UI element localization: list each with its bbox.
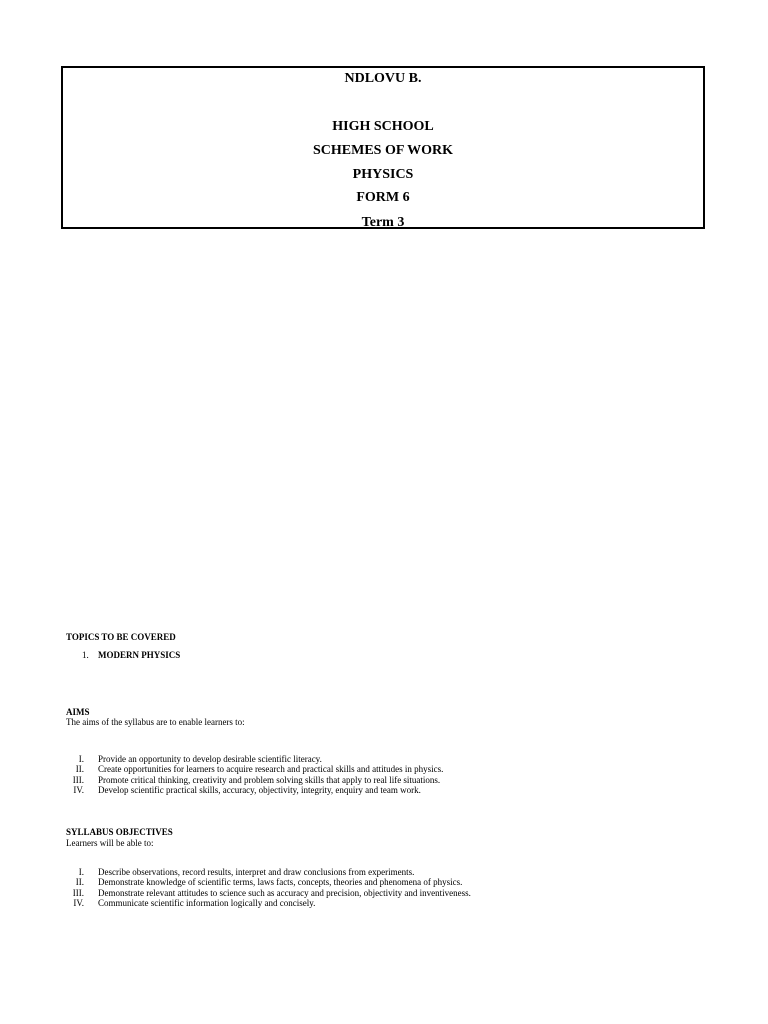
list-text: Develop scientific practical skills, accuracy, objectivity, integrity, enquiry and team work.: [98, 784, 421, 795]
list-item: [66, 888, 706, 898]
list-number: IV.: [73, 897, 84, 908]
list-number: II.: [75, 877, 84, 888]
list-text: Demonstrate knowledge of scientific terms, laws facts, concepts, theories and phenomena of physics.: [98, 877, 463, 888]
topic-label: MODERN PHYSICS: [98, 650, 181, 660]
term-label: Term 3: [361, 215, 405, 230]
aims-intro: The aims of the syllabus are to enable learners to:: [66, 717, 245, 727]
list-text: Promote critical thinking, creativity and problem solving skills that apply to real life situations.: [98, 774, 441, 785]
aims-heading: AIMS: [66, 707, 90, 717]
list-number: I.: [78, 867, 84, 877]
subject-title: PHYSICS: [352, 167, 414, 182]
school-title: HIGH SCHOOL: [332, 119, 434, 134]
list-item: [66, 867, 706, 877]
list-item: [66, 898, 706, 908]
topics-heading: TOPICS TO BE COVERED: [66, 632, 176, 642]
list-number: III.: [72, 774, 84, 785]
topic-number: 1.: [82, 650, 89, 660]
title-box: [61, 66, 705, 229]
list-number: IV.: [73, 784, 84, 795]
list-text: Communicate scientific information logically and concisely.: [98, 897, 316, 908]
list-item: [66, 775, 706, 785]
objectives-heading: SYLLABUS OBJECTIVES: [66, 827, 173, 837]
list-item: [66, 754, 706, 764]
form-label: FORM 6: [356, 190, 410, 205]
list-number: III.: [72, 887, 84, 898]
list-item: [66, 764, 706, 774]
author-name: NDLOVU B.: [344, 71, 422, 86]
objectives-intro: Learners will be able to:: [66, 838, 154, 848]
objectives-list: [66, 867, 706, 908]
document-type: SCHEMES OF WORK: [312, 143, 454, 158]
list-text: Describe observations, record results, interpret and draw conclusions from experiments.: [98, 867, 415, 877]
list-item: [66, 877, 706, 887]
list-number: I.: [78, 754, 84, 764]
list-text: Create opportunities for learners to acquire research and practical skills and attitudes in physics.: [98, 764, 444, 775]
aims-list: [66, 754, 706, 795]
list-text: Provide an opportunity to develop desirable scientific literacy.: [98, 754, 322, 764]
list-number: II.: [75, 764, 84, 775]
list-item: [66, 785, 706, 795]
list-text: Demonstrate relevant attitudes to science such as accuracy and precision, objectivity and inventiveness.: [98, 887, 471, 898]
